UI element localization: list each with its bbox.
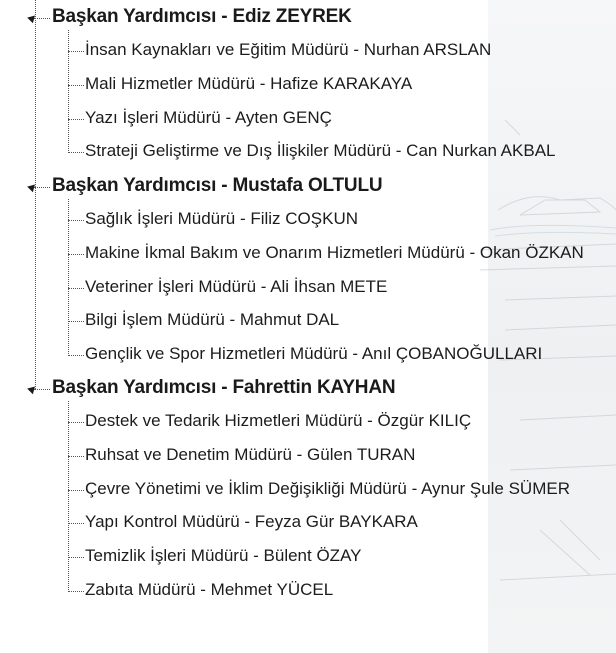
leaf-label: Yazı İşleri Müdürü - Ayten GENÇ (85, 107, 332, 127)
leaf-connector (68, 152, 84, 153)
leaf-label: Temizlik İşleri Müdürü - Bülent ÖZAY (85, 546, 362, 566)
tree-leaf-item[interactable] (0, 275, 616, 303)
leaf-label: Çevre Yönetimi ve İklim Değişikliği Müdürü - Aynur Şule SÜMER (85, 478, 570, 498)
leaf-label: Sağlık İşleri Müdürü - Filiz COŞKUN (85, 209, 359, 228)
leaf-connector (68, 523, 84, 524)
leaf-connector (68, 355, 84, 356)
tree-leaf-item[interactable] (0, 409, 616, 437)
leaf-label: Destek ve Tedarik Hizmetleri Müdürü - Özgür KILIÇ (85, 411, 472, 430)
leaf-connector (68, 51, 84, 52)
leaf-connector (68, 119, 84, 120)
tree-leaf-item[interactable] (0, 139, 616, 167)
leaf-label: İnsan Kaynakları ve Eğitim Müdürü - Nurhan ARSLAN (85, 40, 492, 59)
tree-leaf-item[interactable] (0, 308, 616, 336)
tree-leaf-item[interactable] (0, 38, 616, 66)
leaf-connector (68, 220, 84, 221)
branch-header[interactable] (0, 173, 616, 203)
leaf-connector (68, 254, 84, 255)
branch-title: Başkan Yardımcısı - Ediz ZEYREK (52, 6, 352, 27)
branch-title: Başkan Yardımcısı - Mustafa OLTULU (52, 175, 383, 196)
branch-connector (34, 389, 50, 390)
leaf-connector (68, 490, 84, 491)
leaf-connector (68, 85, 84, 86)
branch-connector (34, 18, 50, 19)
leaf-connector (68, 456, 84, 457)
leaf-connector (68, 422, 84, 423)
tree-leaf-item[interactable] (0, 477, 616, 505)
leaf-label: Mali Hizmetler Müdürü - Hafize KARAKAYA (85, 73, 413, 93)
branch-header[interactable] (0, 4, 616, 34)
leaf-label: Gençlik ve Spor Hizmetleri Müdürü - Anıl ÇOBANOĞULLARI (85, 344, 543, 364)
tree-leaf-item[interactable] (0, 207, 616, 235)
leaf-connector (68, 557, 84, 558)
leaf-label: Zabıta Müdürü - Mehmet YÜCEL (85, 580, 334, 599)
leaf-connector (68, 288, 84, 289)
branch-title: Başkan Yardımcısı - Fahrettin KAYHAN (52, 377, 396, 398)
leaf-label: Ruhsat ve Denetim Müdürü - Gülen TURAN (85, 444, 416, 464)
tree-leaf-item[interactable] (0, 72, 616, 100)
tree-leaf-item[interactable] (0, 578, 616, 606)
leaf-label: Veteriner İşleri Müdürü - Ali İhsan METE (85, 276, 388, 296)
leaf-label: Yapı Kontrol Müdürü - Feyza Gür BAYKARA (85, 512, 418, 532)
tree-leaf-item[interactable] (0, 510, 616, 538)
tree-leaf-item[interactable] (0, 106, 616, 134)
leaf-connector (68, 321, 84, 322)
leaf-label: Makine İkmal Bakım ve Onarım Hizmetleri Müdürü - Okan ÖZKAN (85, 242, 584, 262)
tree-leaf-item[interactable] (0, 342, 616, 370)
branch-header[interactable] (0, 375, 616, 405)
leaf-label: Bilgi İşlem Müdürü - Mahmut DAL (85, 310, 340, 330)
tree-leaf-item[interactable] (0, 443, 616, 471)
tree-leaf-item[interactable] (0, 544, 616, 572)
leaf-label: Strateji Geliştirme ve Dış İlişkiler Müdürü - Can Nurkan AKBAL (85, 141, 556, 161)
tree-leaf-item[interactable] (0, 241, 616, 269)
leaf-connector (68, 591, 84, 592)
branch-connector (34, 187, 50, 188)
